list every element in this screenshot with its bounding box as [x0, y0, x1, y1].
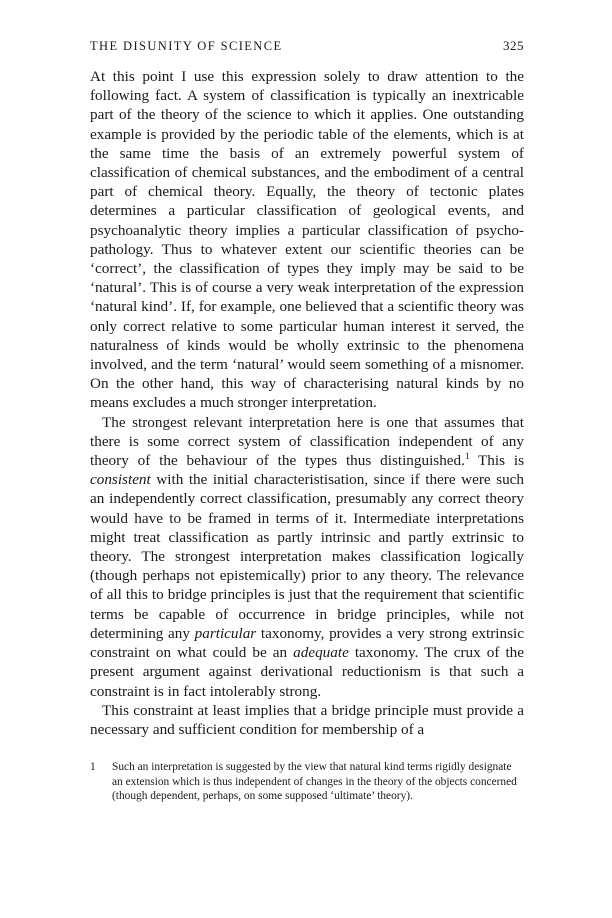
paragraph-2-text-a: The strongest relevant interpretation here is one that assumes that there is some correct system of classification independent of any theory of the behaviour of the types thus distinguished.: [90, 413, 524, 470]
paragraph-2-text-d: taxonomy, provides a very strong extrinsic constraint on what could be an: [90, 624, 524, 662]
footnote-text: Such an interpretation is suggested by the view that natural kind terms rigidly designate an extension which is thus independent of changes in the theory of the objects concerned (though dependent, perhaps, on some supposed ‘ultimate’ theory).: [112, 761, 517, 803]
page-number: 325: [503, 38, 524, 53]
paragraph-3-text: This constraint at least implies that a bridge principle must provide a necessary and sufficient condition for membership of a: [90, 701, 524, 738]
running-title: THE DISUNITY OF SCIENCE: [90, 39, 283, 53]
book-page: [90, 38, 524, 804]
footnote-marker: 1: [90, 761, 96, 774]
footnote: [90, 760, 524, 804]
paragraph-3: [90, 701, 524, 739]
footnote-reference: 1: [464, 451, 470, 461]
emphasis-adequate: adequate: [293, 644, 349, 662]
paragraph-1: [90, 67, 524, 413]
paragraph-2-text-c: with the initial characteristisation, since if there were such an independently correct classification, presumably any correct theory would have to be framed in terms of it. Intermediate interpretations might treat classification as partly intrinsic and partly extrinsic to theory. The strongest interpretation makes classification logically (though perhaps not epistemically) prior to any theory. The relevance of all this to bridge principles is just that the requirement that scientific terms be capable of occurrence in bridge principles, while not determining any: [90, 471, 524, 642]
running-head: [90, 38, 524, 54]
paragraph-2-text-b: This is: [469, 452, 524, 470]
body-text: [90, 67, 524, 739]
paragraph-2: [90, 413, 524, 701]
paragraph-2-text-e: taxonomy. The crux of the present argument against derivational reductionism is that such a constraint is in fact intolerably strong.: [90, 644, 524, 700]
emphasis-particular: particular: [194, 624, 257, 642]
paragraph-1-text: At this point I use this expression solely to draw attention to the following fact. A system of classification is typically an inextricable part of the theory of the science to which it applies. One outstanding example is provided by the periodic table of the elements, which is at the same time the basis of an extremely powerful system of classification of chemical substances, and the embodiment of a central part of chemical theory. Equally, the theory of tectonic plates determines a particular classification of geological events, and psychoanalytic theory implies a particular classification of psycho-pathology. Thus to whatever extent our scientific theories can be ‘correct’, the classification of types they imply may be said to be ‘natural’. This is of course a very weak interpretation of the expression ‘natural kind’. If, for example, one believed that a scientific theory was only correct relative to some particular human interest it served, the naturalness of kinds would be wholly extrinsic to the phenomena involved, and the term ‘natural’ would seem something of a misnomer. On the other hand, this way of characterising natural kinds by no means excludes a much stronger interpretation.: [90, 68, 524, 412]
emphasis-consistent: consistent: [90, 471, 151, 489]
